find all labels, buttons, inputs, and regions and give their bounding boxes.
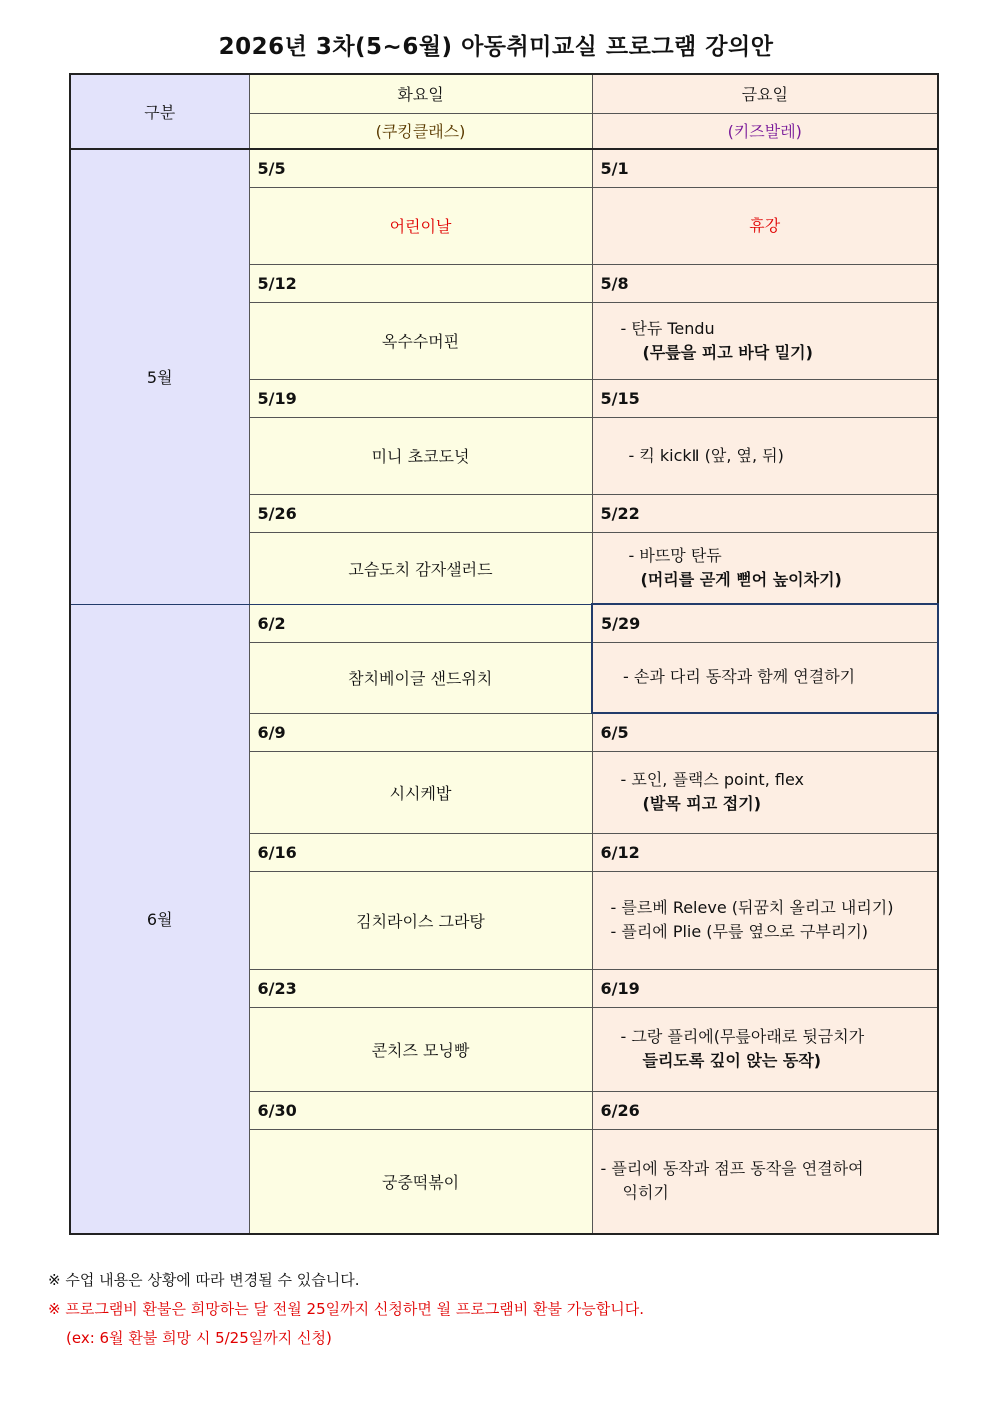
tuesday-header: 화요일	[249, 74, 592, 113]
friday-activity	[592, 187, 938, 264]
tuesday-date: 6/23	[249, 969, 592, 1007]
friday-activity-line: (머리를 곧게 뻗어 높이차기)	[640, 569, 842, 589]
friday-activity	[592, 1007, 938, 1091]
friday-activity	[592, 871, 938, 969]
note-schedule-change: ※ 수업 내용은 상황에 따라 변경될 수 있습니다.	[48, 1271, 360, 1289]
friday-activity	[592, 302, 938, 379]
friday-date: 6/12	[592, 833, 938, 871]
tuesday-activity: 시시케밥	[249, 751, 592, 833]
tuesday-date: 6/2	[249, 604, 592, 642]
friday-header: 금요일	[592, 74, 938, 113]
friday-activity-line: - 포인, 플랙스 point, flex	[620, 770, 804, 789]
tuesday-date: 6/16	[249, 833, 592, 871]
tuesday-activity: 미니 초코도넛	[249, 417, 592, 494]
friday-activity-line: (무릎을 피고 바닥 밀기)	[642, 342, 813, 362]
friday-date: 5/22	[592, 494, 938, 532]
tuesday-activity: 궁중떡볶이	[249, 1129, 592, 1234]
friday-activity-line: - 플리에 동작과 점프 동작을 연결하여	[600, 1159, 864, 1179]
friday-date: 5/8	[592, 264, 938, 302]
tuesday-date: 5/19	[249, 379, 592, 417]
page-title: 2026년 3차(5~6월) 아동취미교실 프로그램 강의안	[218, 34, 774, 60]
friday-activity-line: - 킥 kickⅡ (앞, 옆, 뒤)	[628, 445, 784, 465]
friday-activity-line: - 탄듀 Tendu	[620, 318, 715, 338]
tuesday-date: 5/12	[249, 264, 592, 302]
friday-activity-line: (발목 피고 접기)	[642, 794, 762, 813]
friday-activity	[592, 532, 938, 604]
friday-date: 5/15	[592, 379, 938, 417]
tuesday-class-label: (쿠킹클래스)	[249, 113, 592, 149]
tuesday-date: 5/5	[249, 149, 592, 187]
tuesday-activity: 김치라이스 그라탕	[249, 871, 592, 969]
friday-class-label: (키즈발레)	[592, 113, 938, 149]
friday-date: 6/19	[592, 969, 938, 1007]
friday-activity-line: 들리도록 깊이 앉는 동작)	[642, 1051, 822, 1070]
tuesday-date: 6/9	[249, 713, 592, 751]
tuesday-activity: 참치베이글 샌드위치	[249, 642, 592, 713]
friday-activity-line: - 손과 다리 동작과 함께 연결하기	[623, 667, 856, 687]
friday-date: 5/1	[592, 149, 938, 187]
month-june: 6월	[70, 604, 249, 1234]
friday-activity	[592, 417, 938, 494]
friday-activity	[592, 1129, 938, 1234]
friday-date: 6/26	[592, 1091, 938, 1129]
tuesday-date: 6/30	[249, 1091, 592, 1129]
friday-activity-line: - 플리에 Plie (무릎 옆으로 구부리기)	[610, 922, 869, 941]
gubun-header: 구분	[70, 74, 249, 149]
friday-date: 5/29	[592, 604, 938, 642]
note-refund-policy: ※ 프로그램비 환불은 희망하는 달 전월 25일까지 신청하면 월 프로그램비 환불 가능합니다.	[48, 1300, 645, 1318]
month-may: 5월	[70, 149, 249, 604]
schedule-table	[69, 73, 939, 1235]
friday-date: 6/5	[592, 713, 938, 751]
friday-activity	[592, 642, 938, 713]
friday-activity-line: - 바뜨망 탄듀	[628, 545, 722, 565]
friday-activity-line: 휴강	[749, 215, 781, 235]
tuesday-activity: 콘치즈 모닝빵	[249, 1007, 592, 1091]
friday-activity-line: - 그랑 플리에(무릎아래로 뒷금치가	[620, 1027, 865, 1046]
friday-activity-line: - 를르베 Releve (뒤꿈치 올리고 내리기)	[610, 898, 894, 917]
tuesday-activity: 옥수수머핀	[249, 302, 592, 379]
friday-activity	[592, 751, 938, 833]
notes	[48, 1266, 644, 1353]
note-refund-example: (ex: 6월 환불 희망 시 5/25일까지 신청)	[66, 1329, 332, 1347]
friday-activity-line: 익히기	[622, 1183, 669, 1203]
tuesday-date: 5/26	[249, 494, 592, 532]
tuesday-activity: 어린이날	[249, 187, 592, 264]
tuesday-activity: 고슴도치 감자샐러드	[249, 532, 592, 604]
